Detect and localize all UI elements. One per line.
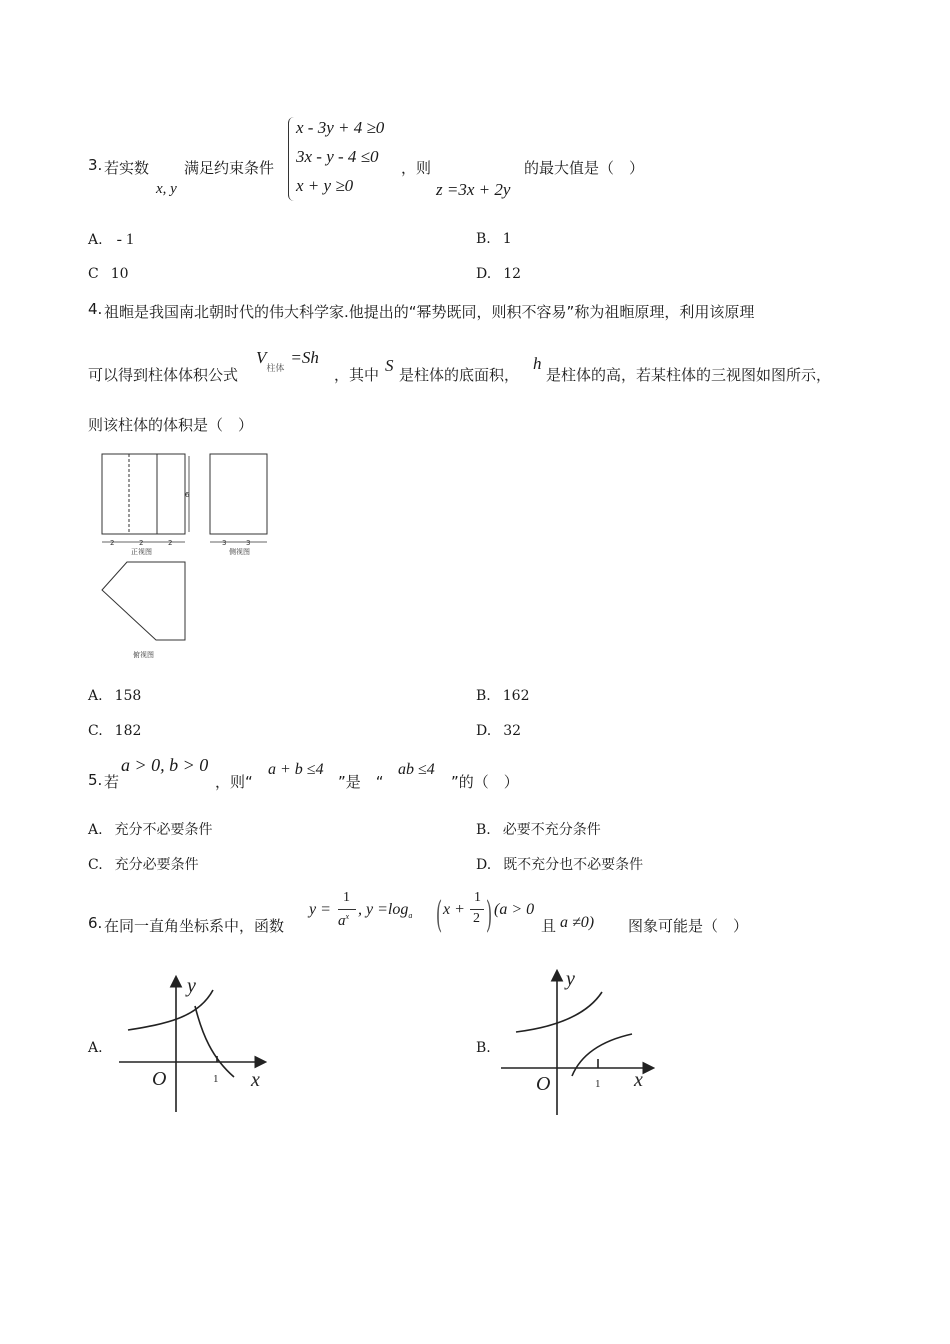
q6-post: 图象可能是（ ） <box>628 917 749 935</box>
q3-vars: x, y <box>156 181 177 197</box>
option-label: D. <box>476 857 492 873</box>
q5-mid2: ”是 “ <box>338 773 384 791</box>
front-dim-3: 2 <box>168 539 173 547</box>
q6-cond2: a ≠0) <box>560 914 595 931</box>
q6-f2-arg: x + <box>443 901 465 918</box>
q4-number: 4. <box>88 300 103 318</box>
option-text: 12 <box>503 266 522 282</box>
q3-then-text: ，则 <box>401 159 432 177</box>
f1-den-base: a <box>338 913 346 929</box>
option-text: 32 <box>503 723 522 739</box>
q6-f2-denominator: 2 <box>473 911 480 926</box>
option-label: D. <box>476 723 492 739</box>
q3-constraint-1: x - 3y + 4 ≥0 <box>296 118 385 137</box>
q3-post-text: 的最大值是（ ） <box>524 159 645 177</box>
q4-s-var: S <box>385 356 394 375</box>
option-label: B. <box>476 231 491 247</box>
q5-mid1: ，则“ <box>215 773 253 791</box>
x-label: x <box>634 1069 643 1091</box>
height-dim: 6 <box>185 491 190 499</box>
side-dim-2: 3 <box>246 539 251 547</box>
origin-label: O <box>152 1068 167 1090</box>
option-text: 162 <box>502 688 530 704</box>
q3-number: 3. <box>88 156 103 174</box>
y-label: y <box>187 975 196 997</box>
q5-number: 5. <box>88 771 103 789</box>
q3-objective: z =3x + 2y <box>436 180 511 199</box>
one-label: 1 <box>213 1073 219 1085</box>
option-text: 10 <box>110 266 129 282</box>
y-label: y <box>566 968 575 990</box>
q5-p: a + b ≤4 <box>268 761 324 778</box>
option-text: 充分不必要条件 <box>114 822 213 838</box>
side-dim-1: 3 <box>222 539 227 547</box>
option-label: C. <box>88 723 103 739</box>
formula-rhs: =Sh <box>290 348 319 367</box>
option-label: B. <box>476 822 491 838</box>
q3-pre-text: 若实数 <box>104 159 150 177</box>
exp-curve <box>516 992 602 1032</box>
option-text: 充分必要条件 <box>114 857 199 873</box>
q4-h-var: h <box>533 354 542 373</box>
origin-label: O <box>536 1073 551 1095</box>
q5-condition: a > 0, b > 0 <box>121 755 209 775</box>
front-dim-2: 2 <box>139 539 144 547</box>
q5-q: ab ≤4 <box>398 761 435 778</box>
option-label: A. <box>88 822 103 838</box>
f2-lhs-text: , y =log <box>358 901 409 918</box>
q6-f1-lhs: y = <box>309 901 331 918</box>
option-label: C. <box>88 857 103 873</box>
option-label: D. <box>476 266 492 282</box>
q5-post: ”的（ ） <box>451 773 519 791</box>
option-label: C <box>88 266 99 282</box>
q4-line-2-mid1: ，其中 <box>334 366 380 384</box>
q4-line-3: 则该柱体的体积是（ ） <box>88 416 254 434</box>
option-label: A. <box>88 688 103 704</box>
side-view-label: 侧视图 <box>229 548 250 556</box>
q5-pre-text: 若 <box>104 773 120 791</box>
q3-mid-text: 满足约束条件 <box>184 159 275 177</box>
option-text: 158 <box>114 688 142 704</box>
option-label: B. <box>476 688 491 704</box>
q6-f1-numerator: 1 <box>343 890 350 905</box>
option-text: - 1 <box>116 231 134 248</box>
q6-right-paren: ) <box>485 895 493 936</box>
q4-line-2-pre: 可以得到柱体体积公式 <box>88 366 239 384</box>
front-dim-1: 2 <box>110 539 115 547</box>
formula-v: V <box>256 348 267 367</box>
option-text: 182 <box>114 723 142 739</box>
q4-line-2-mid2: 是柱体的底面积， <box>399 366 520 384</box>
f2-log-base: a <box>408 911 413 921</box>
q3-constraint-3: x + y ≥0 <box>296 176 354 195</box>
q6-cond1: (a > 0 <box>494 901 535 918</box>
q6-left-paren: ( <box>435 895 443 936</box>
q6-option-a-label[interactable]: A. <box>88 1040 103 1056</box>
option-text: 必要不充分条件 <box>502 822 601 838</box>
q6-pre-text: 在同一直角坐标系中，函数 <box>104 917 285 935</box>
q6-number: 6. <box>88 914 103 932</box>
option-text: 1 <box>502 231 512 247</box>
q6-cond-and: 且 <box>541 917 557 935</box>
q3-constraint-2: 3x - y - 4 ≤0 <box>296 147 379 166</box>
q4-line-1: 祖暅是我国南北朝时代的伟大科学家.他提出的“幂势既同，则积不容易”称为祖暅原理，利用该原理 <box>104 303 755 321</box>
q6-f2-numerator: 1 <box>474 890 481 905</box>
log-curve <box>572 1034 632 1076</box>
q6-option-b-label[interactable]: B. <box>476 1040 491 1056</box>
one-label: 1 <box>595 1078 601 1090</box>
option-label: A. <box>88 232 103 248</box>
f1-den-exp: x <box>345 912 350 921</box>
formula-subscript: 柱体 <box>266 364 285 374</box>
top-view-label: 俯视图 <box>133 651 154 659</box>
option-text: 既不充分也不必要条件 <box>503 857 644 873</box>
q4-line-2-post: 是柱体的高，若某柱体的三视图如图所示， <box>546 366 832 384</box>
front-view-label: 正视图 <box>131 548 152 556</box>
x-label: x <box>251 1069 260 1091</box>
